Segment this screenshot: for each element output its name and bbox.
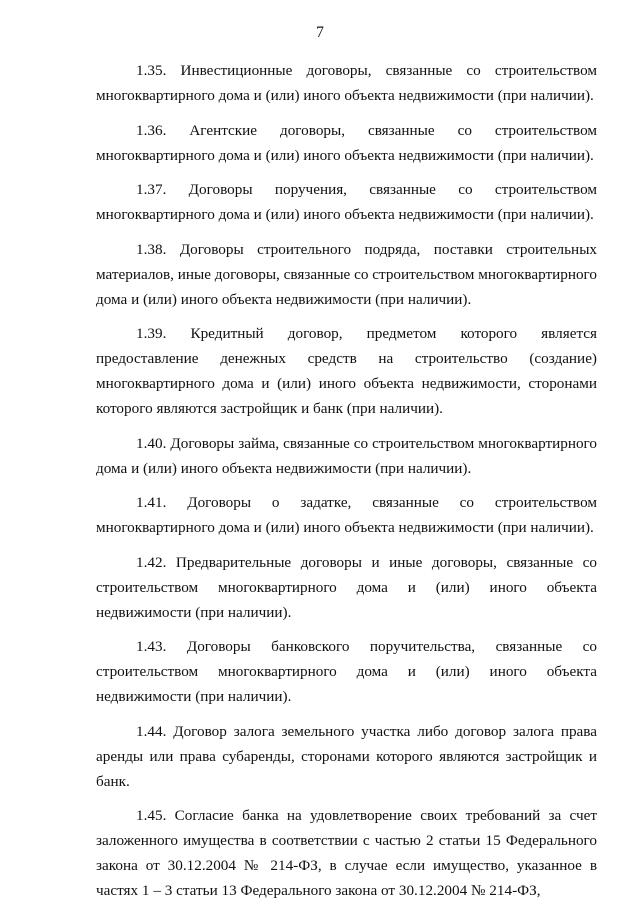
- paragraph-1-43: 1.43. Договоры банковского поручительства, связанные со строительством многоквартирного дома и (или) иного объекта недвижимости (при наличии).: [96, 638, 597, 705]
- document-body: [96, 58, 597, 913]
- paragraph-1-39: 1.39. Кредитный договор, предметом которого является предоставление денежных средств на строительство (создание) многоквартирного дома и (или) иного объекта недвижимости, сторонами которого являются застройщик и банк (при наличии).: [96, 325, 597, 417]
- paragraph-1-42: 1.42. Предварительные договоры и иные договоры, связанные со строительством многоквартирного дома и (или) иного объекта недвижимости (при наличии).: [96, 553, 597, 621]
- paragraph-1-36: 1.36. Агентские договоры, связанные со строительством многоквартирного дома и (или) иного объекта недвижимости (при наличии).: [96, 121, 597, 164]
- paragraph-1-35: 1.35. Инвестиционные договоры, связанные со строительством многоквартирного дома и (или) иного объекта недвижимости (при наличии).: [96, 62, 597, 104]
- paragraph-1-41: 1.41. Договоры о задатке, связанные со строительством многоквартирного дома и (или) иного объекта недвижимости (при наличии).: [96, 494, 597, 536]
- paragraph-1-40: 1.40. Договоры займа, связанные со строительством многоквартирного дома и (или) иного объекта недвижимости (при наличии).: [96, 434, 597, 477]
- paragraph-1-45: 1.45. Согласие банка на удовлетворение своих требований за счет заложенного имущества в соответствии с частью 2 статьи 15 Федерального закона от 30.12.2004 № 214-ФЗ, в случае если имущество, указанное в частях 1 – 3 статьи 13 Федерального закона от 30.12.2004 № 214-ФЗ,: [96, 807, 597, 899]
- paragraph-1-38: 1.38. Договоры строительного подряда, поставки строительных материалов, иные договоры, связанные со строительством многоквартирного дома и (или) иного объекта недвижимости (при наличии).: [96, 240, 597, 308]
- paragraph-1-44: 1.44. Договор залога земельного участка либо договор залога права аренды или права субаренды, сторонами которого являются застройщик и банк.: [96, 722, 597, 790]
- paragraph-1-37: 1.37. Договоры поручения, связанные со строительством многоквартирного дома и (или) иного объекта недвижимости (при наличии).: [96, 181, 597, 223]
- page-number: 7: [316, 24, 324, 41]
